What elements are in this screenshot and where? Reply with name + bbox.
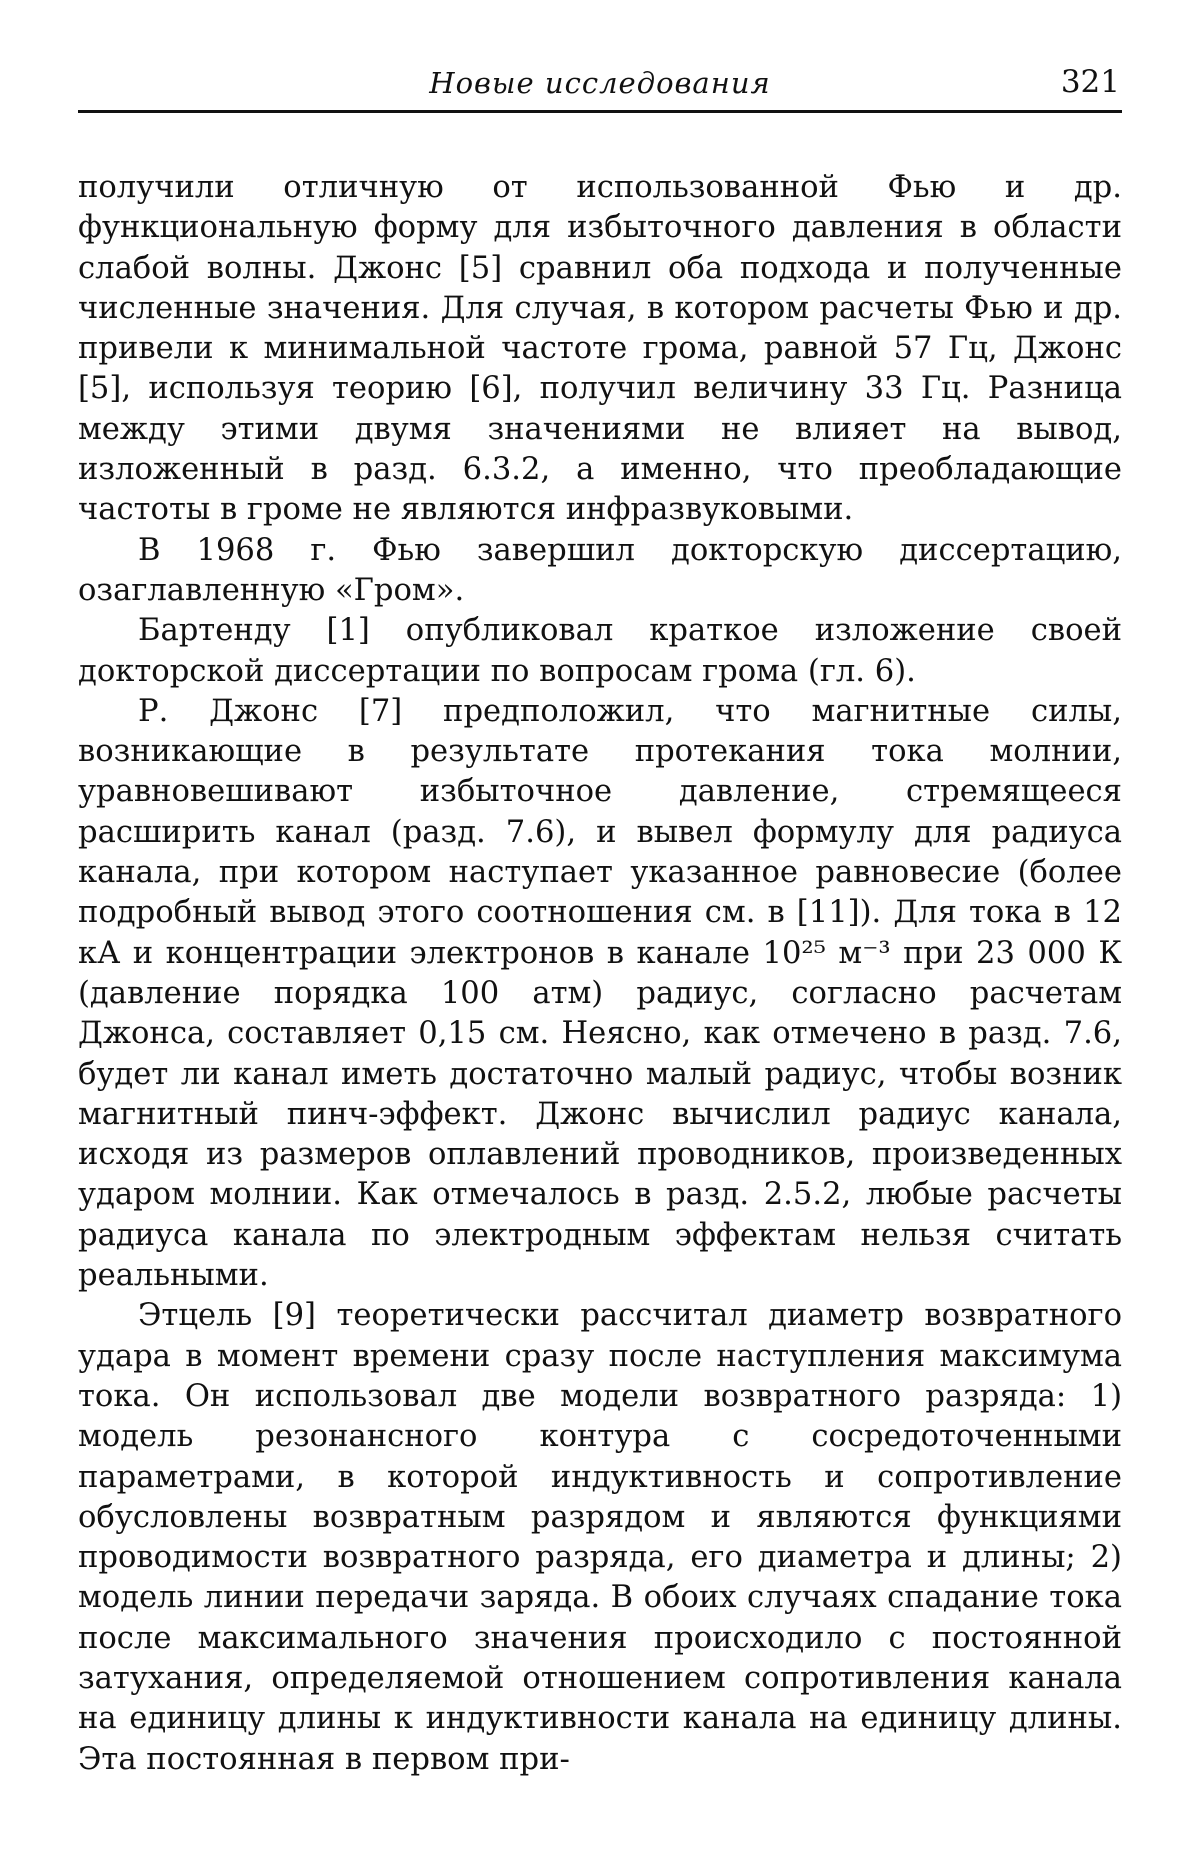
paragraph-etzel: Этцель [9] теоретически рассчитал диаметр возвратного удара в момент времени сразу после наступления максимума тока. Он использовал две модели возвратного разряда: 1) модель резонансного контура с сосредоточенными параметрами, в которой индуктивность и сопротивление обусловлены возвратным разрядом и являются функциями проводимости возвратного разряда, его диаметра и длины; 2) модель линии передачи заряда. В обоих случаях спадание тока после максимального значения происходило с постоянной затухания, определяемой отношением сопротивления канала на единицу длины к индуктивности канала на единицу длины. Эта постоянная в первом при-	[78, 1298, 1122, 1777]
book-page	[78, 60, 1122, 1780]
paragraph-jones-magnetic: Р. Джонс [7] предположил, что магнитные силы, возникающие в результате протекания тока молнии, уравновешивают избыточное давление, стремящееся расширить канал (разд. 7.6), и вывел формулу для радиуса канала, при котором наступает указанное равновесие (более подробный вывод этого соотношения см. в [11]). Для тока в 12 кА и концентрации электронов в канале 10²⁵ м⁻³ при 23 000 К (давление порядка 100 атм) радиус, согласно расчетам Джонса, составляет 0,15 см. Неясно, как отмечено в разд. 7.6, будет ли канал иметь достаточно малый радиус, чтобы возник магнитный пинч-эффект. Джонс вычислил радиус канала, исходя из размеров оплавлений проводников, произведенных ударом молнии. Как отмечалось в разд. 2.5.2, любые расчеты радиуса канала по электродным эффектам нельзя считать реальными.	[78, 693, 1122, 1294]
paragraph-few-dissertation: В 1968 г. Фью завершил докторскую диссертацию, озаглавленную «Гром».	[78, 532, 1122, 608]
page-number: 321	[1060, 64, 1120, 100]
paragraph-bartendu: Бартенду [1] опубликовал краткое изложение своей докторской диссертации по вопросам грома (гл. 6).	[78, 613, 1122, 689]
header-rule	[78, 110, 1122, 113]
running-title: Новые исследования	[429, 66, 771, 100]
running-head	[78, 60, 1122, 110]
paragraph-continued: получили отличную от использованной Фью и др. функциональную форму для избыточного давления в области слабой волны. Джонс [5] сравнил оба подхода и полученные численные значения. Для случая, в котором расчеты Фью и др. привели к минимальной частоте грома, равной 57 Гц, Джонс [5], используя теорию [6], получил величину 33 Гц. Разница между этими двумя значениями не влияет на вывод, изложенный в разд. 6.3.2, а именно, что преобладающие частоты в громе не являются инфразвуковыми.	[78, 170, 1122, 528]
body-text	[78, 168, 1122, 1780]
